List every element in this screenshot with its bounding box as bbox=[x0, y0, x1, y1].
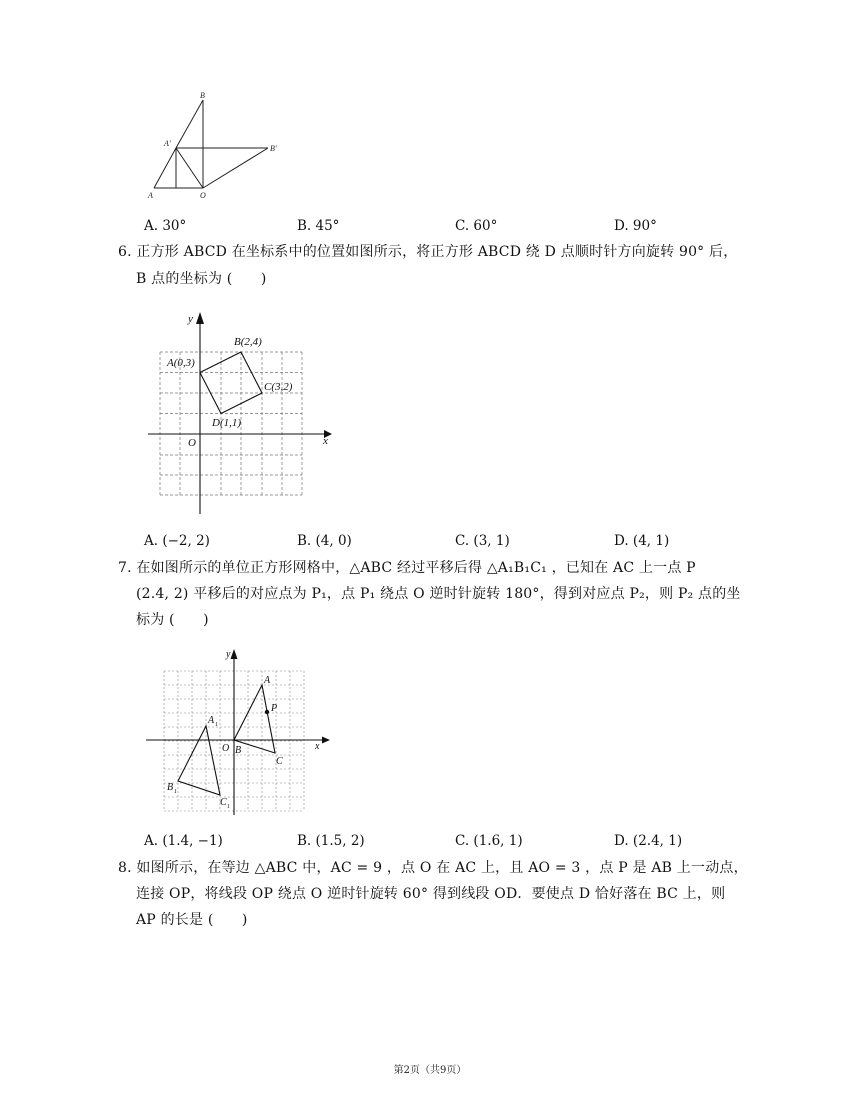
q7-option-a: A. (1.4, −1) bbox=[144, 833, 223, 849]
fig5-label-b1: B' bbox=[270, 144, 277, 153]
q7-option-b: B. (1.5, 2) bbox=[297, 833, 365, 849]
q7-origin: O bbox=[222, 743, 230, 754]
q7-option-d: D. (2.4, 1) bbox=[614, 833, 683, 849]
q6-label-d: D(1,1) bbox=[212, 417, 242, 429]
q5-option-b: B. 45° bbox=[297, 218, 340, 234]
fig5-label-a1: A' bbox=[164, 139, 171, 148]
q5-option-c: C. 60° bbox=[455, 218, 498, 234]
q7-line1: 7. 在如图所示的单位正方形网格中，△ABC 经过平移后得 △A₁B₁C₁ ，已知在 AC 上一点 P bbox=[118, 560, 696, 576]
q8-line2: 连接 OP，将线段 OP 绕点 O 逆时针旋转 60° 得到线段 OD．要使点 D 恰好落在 BC 上，则 bbox=[136, 886, 726, 902]
q7-line2: (2.4, 2) 平移后的对应点为 P₁，点 P₁ 绕点 O 逆时针旋转 180°，得到对应点 P₂，则 P₂ 点的坐 bbox=[136, 586, 741, 602]
fig5-label-o: O bbox=[200, 191, 206, 200]
q5-option-d: D. 90° bbox=[614, 218, 657, 234]
q7-label-b: B bbox=[235, 745, 242, 756]
q6-option-d: D. (4, 1) bbox=[614, 533, 670, 549]
q6-option-b: B. (4, 0) bbox=[297, 533, 352, 549]
q6-line1: 6. 正方形 ABCD 在坐标系中的位置如图所示，将正方形 ABCD 绕 D 点顺时针方向旋转 90° 后， bbox=[118, 244, 738, 260]
q7-label-c1-sub: 1 bbox=[227, 804, 230, 810]
page-footer: 第2页（共9页） bbox=[393, 1065, 467, 1076]
q6-figure bbox=[140, 310, 340, 520]
q6-label-b: B(2,4) bbox=[234, 336, 262, 348]
q6-axis-y: y bbox=[188, 313, 193, 325]
q6-axis-x: x bbox=[323, 435, 328, 447]
q5-option-a: A. 30° bbox=[144, 218, 187, 234]
q7-label-b1: B bbox=[167, 782, 174, 793]
q7-label-a1: A bbox=[208, 715, 215, 726]
q7-line3: 标为 ( ) bbox=[136, 612, 209, 628]
fig5-label-b: B bbox=[200, 91, 205, 100]
fig5-label-a: A bbox=[148, 191, 153, 200]
q7-axis-y: y bbox=[226, 649, 231, 660]
q8-line1: 8. 如图所示，在等边 △ABC 中，AC = 9 ，点 O 在 AC 上，且 AO = 3 ，点 P 是 AB 上一动点， bbox=[118, 860, 748, 876]
q7-label-b1-sub: 1 bbox=[174, 789, 177, 795]
q7-label-c: C bbox=[276, 756, 283, 767]
q6-option-c: C. (3, 1) bbox=[455, 533, 510, 549]
q6-line2: B 点的坐标为 ( ) bbox=[136, 271, 267, 287]
q6-origin: O bbox=[188, 437, 196, 449]
q7-axis-x: x bbox=[315, 741, 320, 752]
q6-label-a: A(0,3) bbox=[167, 357, 195, 369]
q8-line3: AP 的长是 ( ) bbox=[136, 912, 248, 928]
q6-label-c: C(3,2) bbox=[264, 381, 293, 393]
q7-label-a: A bbox=[264, 675, 271, 686]
q7-label-p: P bbox=[271, 703, 278, 714]
q5-figure bbox=[140, 88, 300, 206]
q7-label-c1: C bbox=[220, 797, 227, 808]
q7-option-c: C. (1.6, 1) bbox=[455, 833, 523, 849]
q7-label-a1-sub: 1 bbox=[215, 722, 218, 728]
q6-option-a: A. (−2, 2) bbox=[144, 533, 210, 549]
q7-figure bbox=[140, 645, 340, 820]
